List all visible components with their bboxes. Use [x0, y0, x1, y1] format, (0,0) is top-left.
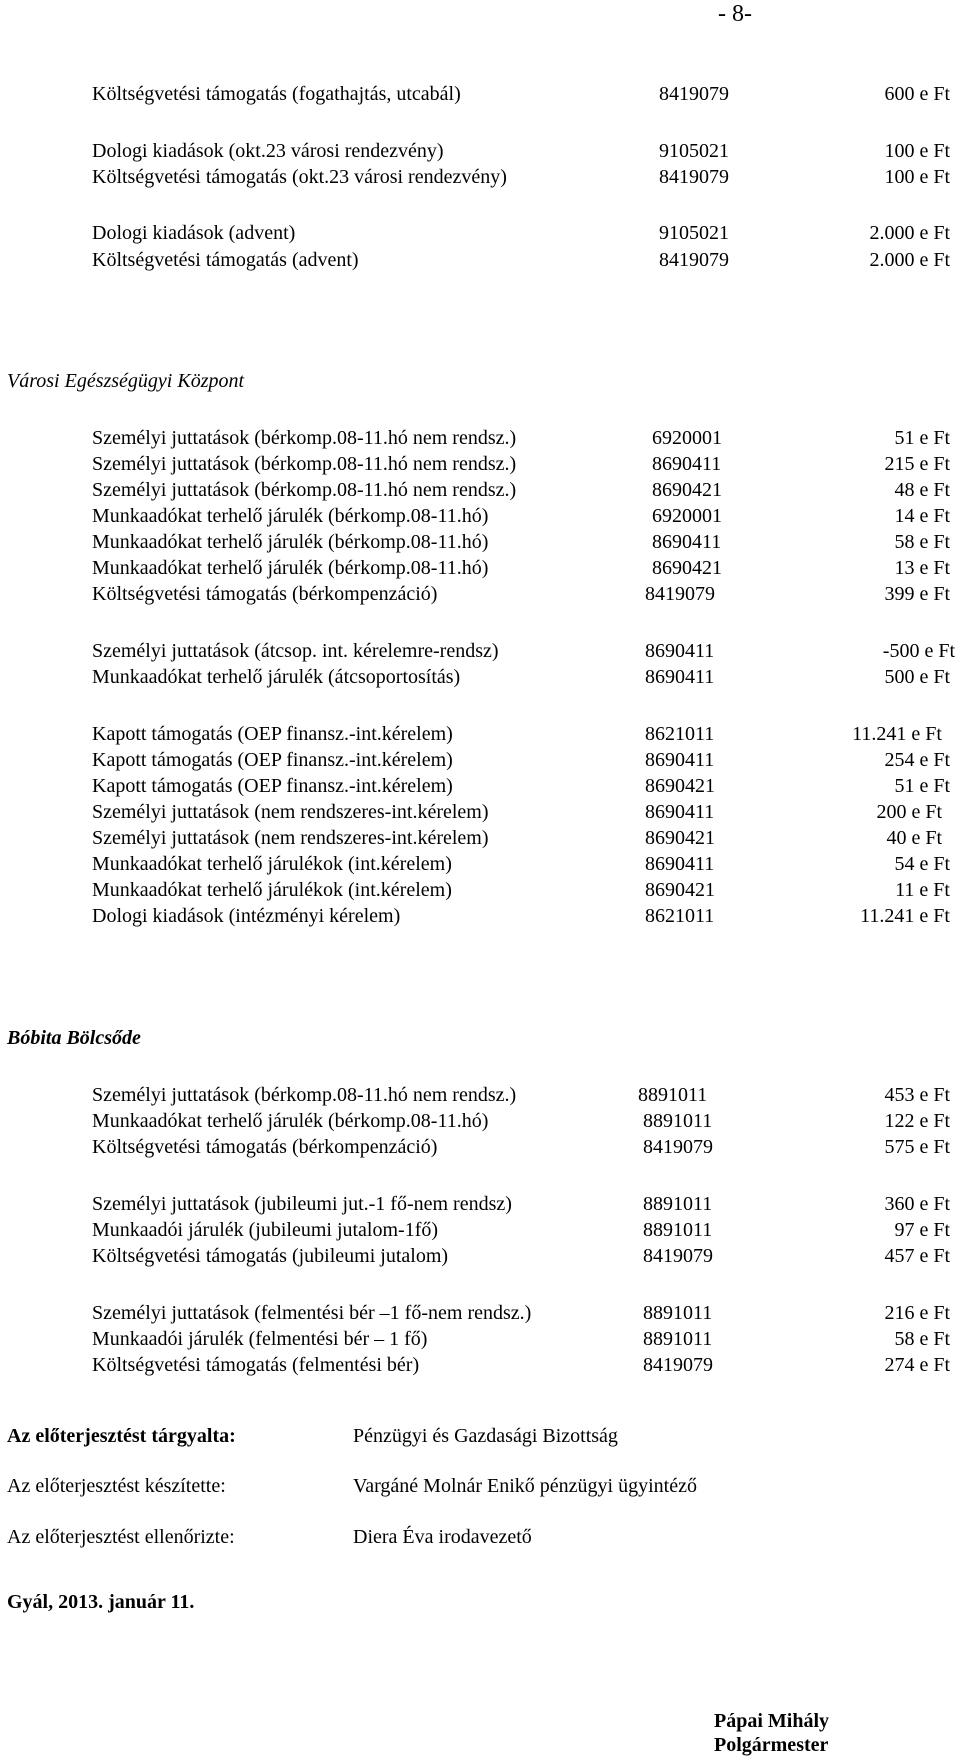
item-description: Költségvetési támogatás (okt.23 városi rendezvény) — [92, 166, 507, 188]
table-row — [0, 529, 960, 555]
item-description: Költségvetési támogatás (advent) — [92, 249, 359, 271]
prepared-value: Vargáné Molnár Enikő pénzügyi ügyintéző — [353, 1475, 697, 1497]
item-code: 8419079 — [659, 83, 729, 105]
discussed-label: Az előterjesztést tárgyalta: — [7, 1425, 236, 1447]
item-amount: 58 e Ft — [894, 1328, 950, 1350]
item-code: 9105021 — [659, 140, 729, 162]
place-date: Gyál, 2013. január 11. — [7, 1591, 195, 1613]
item-code: 8419079 — [643, 1245, 713, 1267]
item-description: Munkaadókat terhelő járulékok (int.kérelem) — [92, 879, 452, 901]
item-code: 8621011 — [645, 905, 715, 927]
item-amount: 100 e Ft — [884, 166, 950, 188]
item-description: Személyi juttatások (átcsop. int. kérelemre-rendsz) — [92, 640, 499, 662]
item-code: 8690411 — [652, 531, 722, 553]
item-amount: 13 e Ft — [894, 557, 950, 579]
item-description: Munkaadókat terhelő járulék (bérkomp.08-11.hó) — [92, 505, 489, 527]
prepared-label: Az előterjesztést készítette: — [7, 1475, 226, 1497]
table-row — [0, 451, 960, 477]
item-description: Dologi kiadások (intézményi kérelem) — [92, 905, 401, 927]
item-description: Költségvetési támogatás (bérkompenzáció) — [92, 583, 438, 605]
item-amount: 14 e Ft — [894, 505, 950, 527]
table-row — [0, 425, 960, 451]
item-amount: 11 e Ft — [895, 879, 950, 901]
list-item — [0, 164, 960, 190]
item-code: 8419079 — [643, 1136, 713, 1158]
item-amount: 51 e Ft — [894, 427, 950, 449]
table-row — [0, 555, 960, 581]
item-description: Kapott támogatás (OEP finansz.-int.kérelem) — [92, 749, 453, 771]
table-row — [0, 1352, 960, 1378]
item-code: 6920001 — [652, 505, 722, 527]
section-title-veszk: Városi Egészségügyi Központ — [7, 370, 245, 392]
item-code: 8690411 — [645, 640, 715, 662]
item-code: 8891011 — [643, 1328, 713, 1350]
item-description: Munkaadói járulék (jubileumi jutalom-1fő) — [92, 1219, 439, 1241]
item-amount: 500 e Ft — [884, 666, 950, 688]
item-description: Költségvetési támogatás (jubileumi jutalom) — [92, 1245, 449, 1267]
item-description: Személyi juttatások (bérkomp.08-11.hó nem rendsz.) — [92, 479, 517, 501]
item-code: 8891011 — [643, 1219, 713, 1241]
item-amount: 11.241 e Ft — [860, 905, 950, 927]
item-amount: 215 e Ft — [884, 453, 950, 475]
item-description: Munkaadókat terhelő járulék (átcsoportosítás) — [92, 666, 461, 688]
item-code: 8419079 — [645, 583, 715, 605]
item-description: Személyi juttatások (bérkomp.08-11.hó nem rendsz.) — [92, 453, 517, 475]
table-row — [0, 477, 960, 503]
list-item — [0, 247, 960, 273]
item-description: Személyi juttatások (nem rendszeres-int.kérelem) — [92, 801, 489, 823]
item-amount: 2.000 e Ft — [869, 222, 950, 244]
item-amount: 457 e Ft — [884, 1245, 950, 1267]
table-row — [0, 1217, 960, 1243]
section-title-bobita: Bóbita Bölcsőde — [7, 1027, 141, 1049]
item-code: 8690411 — [645, 853, 715, 875]
table-row — [0, 721, 960, 747]
item-description: Személyi juttatások (nem rendszeres-int.kérelem) — [92, 827, 489, 849]
item-code: 8891011 — [643, 1110, 713, 1132]
item-description: Munkaadókat terhelő járulék (bérkomp.08-11.hó) — [92, 557, 489, 579]
item-description: Dologi kiadások (okt.23 városi rendezvény) — [92, 140, 444, 162]
item-amount: 54 e Ft — [894, 853, 950, 875]
item-code: 8690411 — [645, 801, 715, 823]
table-row — [0, 851, 960, 877]
item-code: 8690421 — [645, 879, 715, 901]
item-code: 8419079 — [659, 249, 729, 271]
table-row — [0, 799, 960, 825]
item-amount: 2.000 e Ft — [869, 249, 950, 271]
item-code: 8621011 — [645, 723, 715, 745]
item-amount: 122 e Ft — [884, 1110, 950, 1132]
item-amount: 274 e Ft — [884, 1354, 950, 1376]
signer-title: Polgármester — [714, 1734, 829, 1756]
table-row — [0, 1108, 960, 1134]
table-row — [0, 503, 960, 529]
item-code: 8419079 — [659, 166, 729, 188]
checked-label: Az előterjesztést ellenőrizte: — [7, 1526, 235, 1548]
table-row — [0, 1300, 960, 1326]
table-row — [0, 747, 960, 773]
table-row — [0, 638, 960, 664]
item-description: Költségvetési támogatás (felmentési bér) — [92, 1354, 420, 1376]
page-number: - 8- — [718, 1, 752, 27]
item-code: 8419079 — [643, 1354, 713, 1376]
table-row — [0, 1082, 960, 1108]
item-amount: 399 e Ft — [884, 583, 950, 605]
item-amount: 51 e Ft — [894, 775, 950, 797]
list-item — [0, 138, 960, 164]
item-code: 8891011 — [638, 1084, 708, 1106]
item-amount: 600 e Ft — [884, 83, 950, 105]
item-amount: 254 e Ft — [884, 749, 950, 771]
item-amount: 48 e Ft — [894, 479, 950, 501]
table-row — [0, 1326, 960, 1352]
item-code: 6920001 — [652, 427, 722, 449]
list-item — [0, 220, 960, 246]
item-description: Költségvetési támogatás (bérkompenzáció) — [92, 1136, 438, 1158]
item-description: Kapott támogatás (OEP finansz.-int.kérelem) — [92, 723, 453, 745]
item-description: Személyi juttatások (bérkomp.08-11.hó nem rendsz.) — [92, 427, 517, 449]
item-code: 8690411 — [652, 453, 722, 475]
table-row — [0, 1243, 960, 1269]
table-row — [0, 877, 960, 903]
discussed-value: Pénzügyi és Gazdasági Bizottság — [353, 1425, 618, 1447]
item-code: 8891011 — [643, 1302, 713, 1324]
table-row — [0, 664, 960, 690]
table-row — [0, 903, 960, 929]
item-code: 8690421 — [652, 557, 722, 579]
item-description: Személyi juttatások (felmentési bér –1 fő-nem rendsz.) — [92, 1302, 532, 1324]
table-row — [0, 825, 960, 851]
item-amount: 100 e Ft — [884, 140, 950, 162]
item-description: Költségvetési támogatás (fogathajtás, utcabál) — [92, 83, 461, 105]
item-amount: 200 e Ft — [876, 801, 942, 823]
table-row — [0, 1134, 960, 1160]
item-description: Munkaadói járulék (felmentési bér – 1 fő) — [92, 1328, 428, 1350]
table-row — [0, 773, 960, 799]
item-code: 8690411 — [645, 749, 715, 771]
item-description: Munkaadókat terhelő járulékok (int.kérelem) — [92, 853, 452, 875]
item-code: 8690411 — [645, 666, 715, 688]
list-item — [0, 81, 960, 107]
item-description: Személyi juttatások (bérkomp.08-11.hó nem rendsz.) — [92, 1084, 517, 1106]
item-code: 8891011 — [643, 1193, 713, 1215]
table-row — [0, 581, 960, 607]
item-amount: 216 e Ft — [884, 1302, 950, 1324]
signer-name: Pápai Mihály — [714, 1710, 830, 1732]
item-amount: -500 e Ft — [882, 640, 955, 662]
item-amount: 453 e Ft — [884, 1084, 950, 1106]
item-description: Kapott támogatás (OEP finansz.-int.kérelem) — [92, 775, 453, 797]
table-row — [0, 1191, 960, 1217]
item-code: 9105021 — [659, 222, 729, 244]
item-description: Dologi kiadások (advent) — [92, 222, 296, 244]
item-description: Munkaadókat terhelő járulék (bérkomp.08-11.hó) — [92, 531, 489, 553]
item-amount: 11.241 e Ft — [852, 723, 942, 745]
item-amount: 58 e Ft — [894, 531, 950, 553]
item-amount: 360 e Ft — [884, 1193, 950, 1215]
item-amount: 97 e Ft — [894, 1219, 950, 1241]
item-code: 8690421 — [645, 827, 715, 849]
item-description: Munkaadókat terhelő járulék (bérkomp.08-11.hó) — [92, 1110, 489, 1132]
item-code: 8690421 — [652, 479, 722, 501]
item-amount: 575 e Ft — [884, 1136, 950, 1158]
item-description: Személyi juttatások (jubileumi jut.-1 fő-nem rendsz) — [92, 1193, 512, 1215]
checked-value: Diera Éva irodavezető — [353, 1526, 532, 1548]
item-amount: 40 e Ft — [886, 827, 942, 849]
item-code: 8690421 — [645, 775, 715, 797]
